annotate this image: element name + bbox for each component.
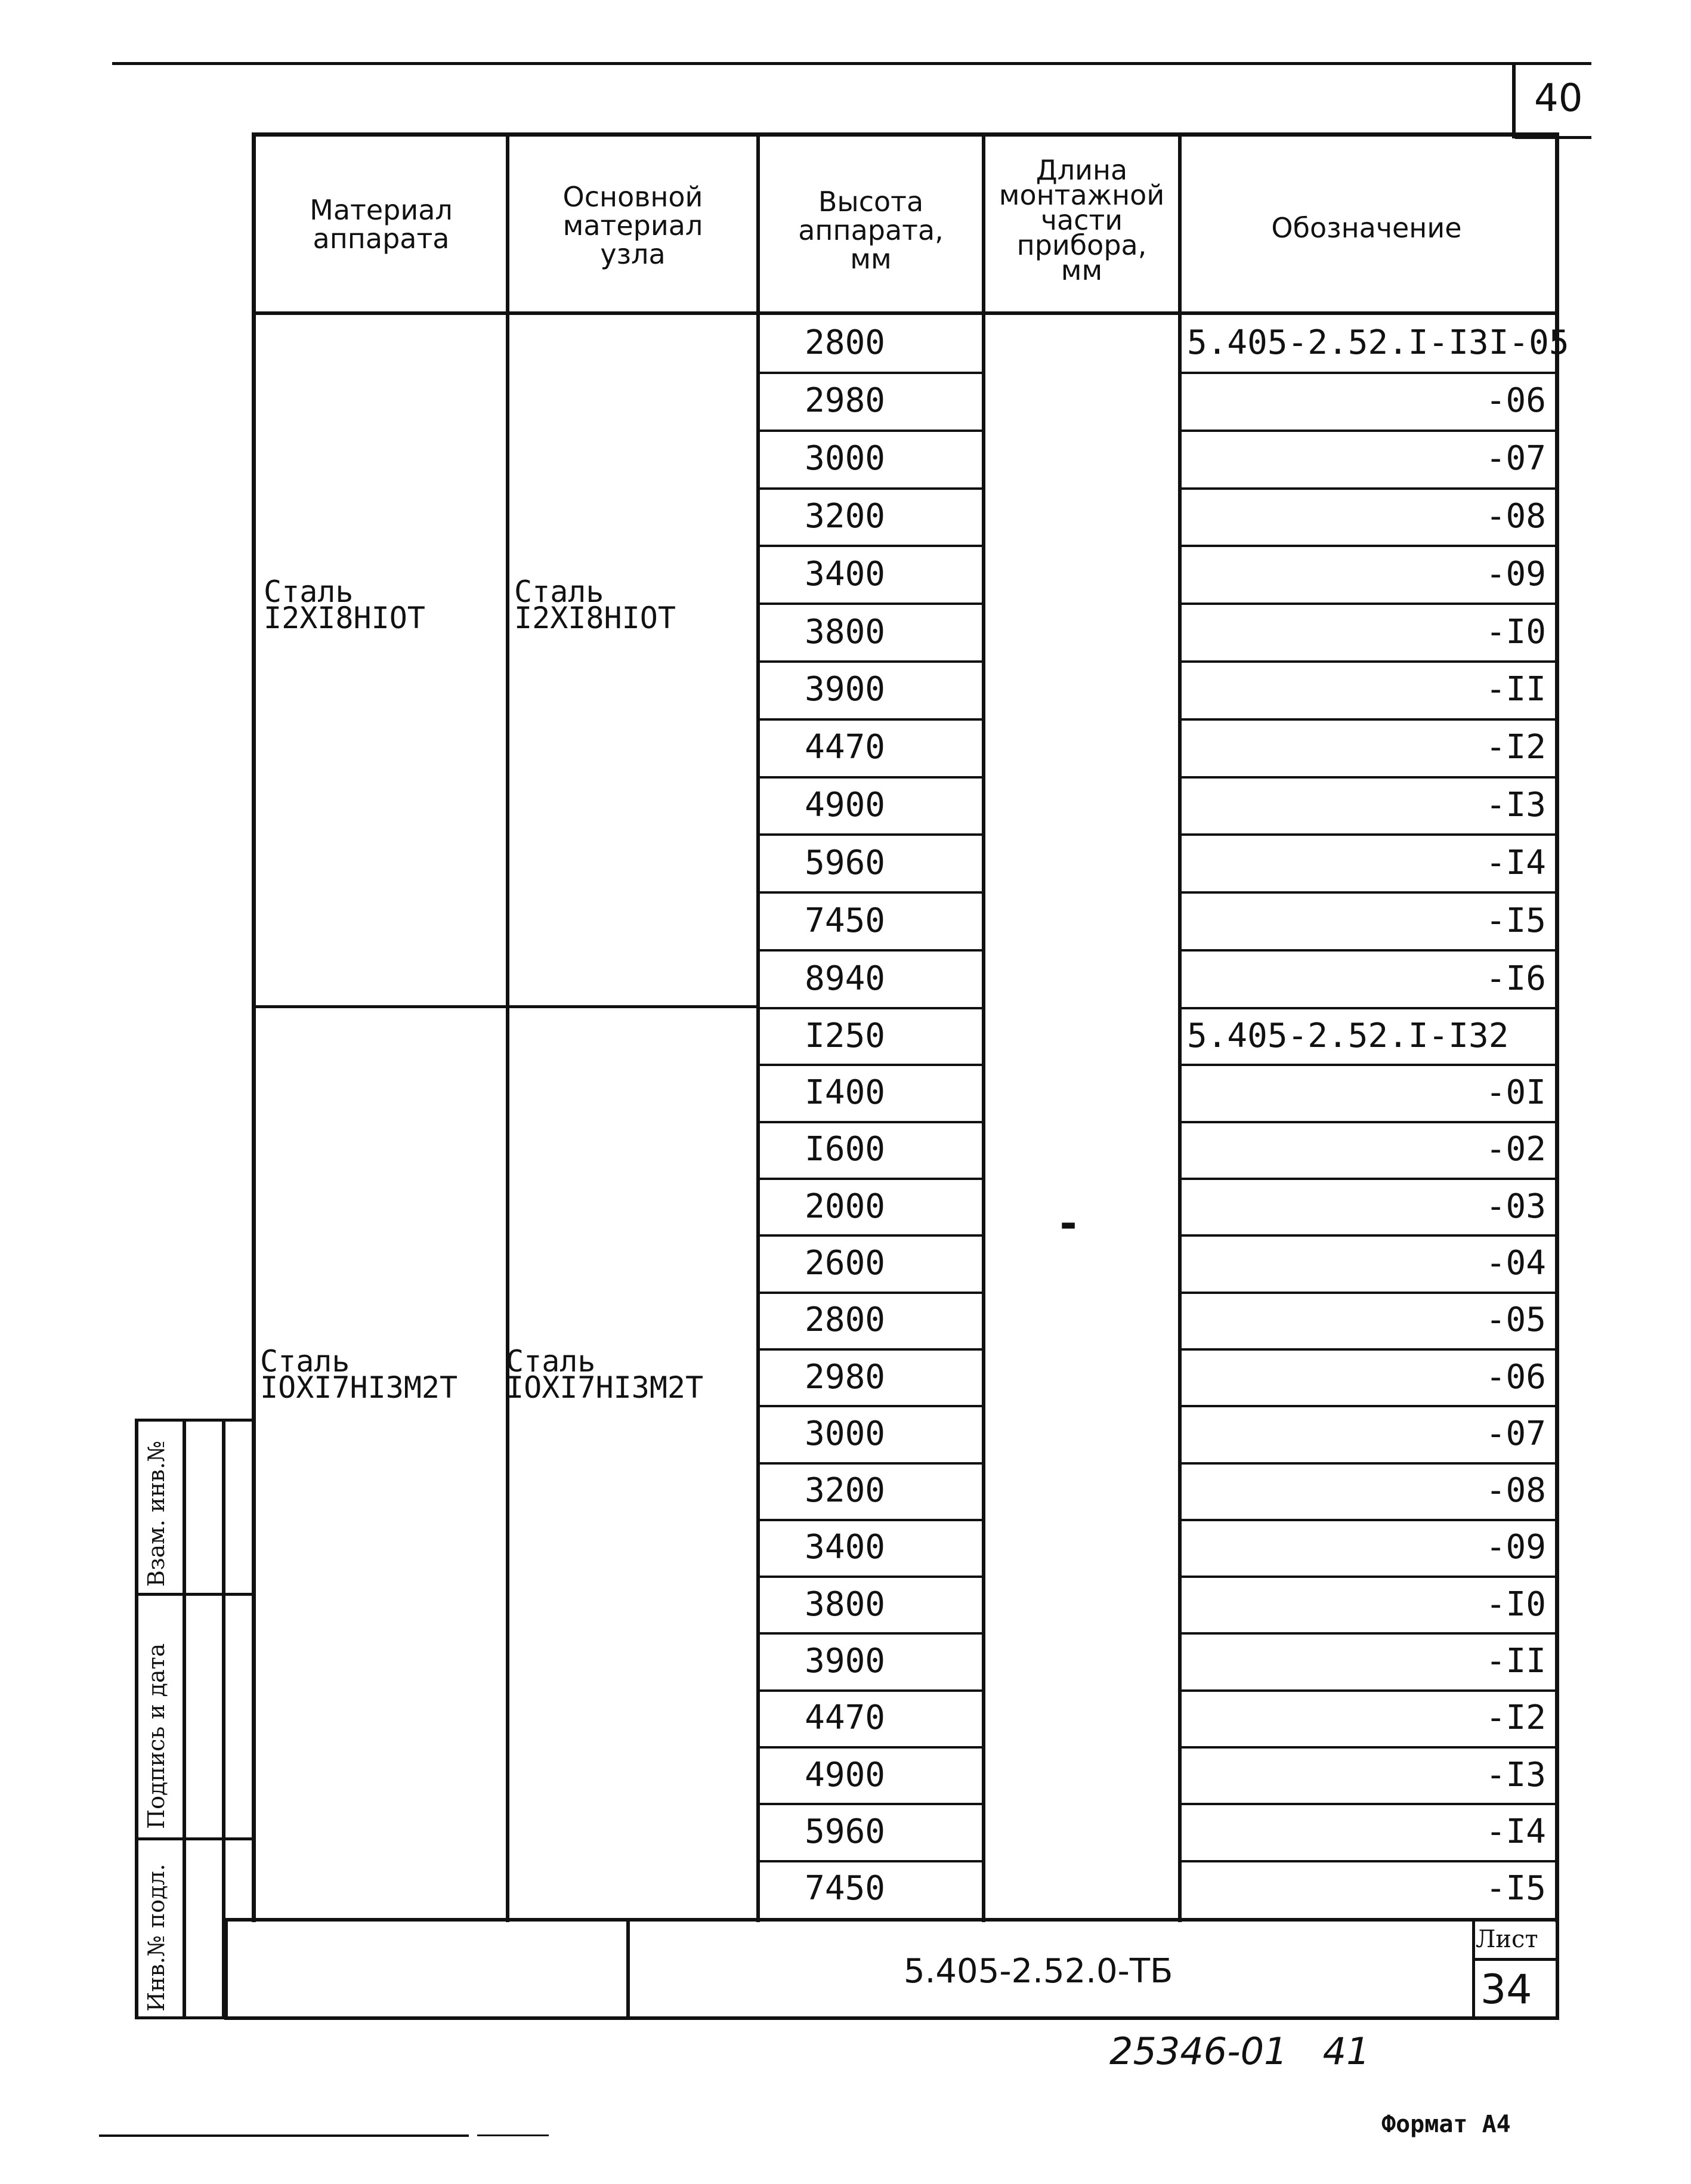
sheet-box-left — [1472, 1918, 1475, 2020]
sheet-box-mid — [1472, 1958, 1559, 1961]
designation-cell: -04 — [1485, 1244, 1546, 1283]
height-cell: 5960 — [805, 1812, 885, 1851]
designation-cell: -I0 — [1485, 613, 1546, 651]
designation-cell: 5.405-2.52.I-I32 — [1187, 1017, 1509, 1055]
height-cell: 4470 — [805, 728, 885, 767]
row-line-designation — [1180, 1405, 1556, 1407]
height-cell: 4470 — [805, 1698, 885, 1737]
row-line-designation — [1180, 1064, 1556, 1066]
height-cell: 7450 — [805, 1869, 885, 1908]
row-line-designation — [1180, 1803, 1556, 1805]
designation-cell: -03 — [1485, 1187, 1546, 1226]
row-line-designation — [1180, 372, 1556, 374]
side-stamp-sep-2 — [135, 1837, 252, 1840]
row-line-designation — [1180, 833, 1556, 836]
height-cell: 3000 — [805, 439, 885, 478]
group2-base-material: Сталь IOXI7HI3M2T — [506, 1344, 704, 1405]
header-length: Длина монтажной части прибора, мм — [998, 154, 1165, 286]
row-line-designation — [1180, 1121, 1556, 1123]
row-line-designation — [1180, 1178, 1556, 1180]
height-cell: 4900 — [805, 786, 885, 824]
height-cell: 5960 — [805, 844, 885, 882]
title-block-code: 5.405-2.52.0-ТБ — [904, 1952, 1173, 1991]
designation-cell: -07 — [1485, 1414, 1546, 1453]
designation-cell: 5.405-2.52.I-I3I-05 — [1187, 323, 1569, 362]
row-line-height — [759, 1689, 983, 1692]
row-line-height — [759, 1121, 983, 1123]
page-number-box-left — [1512, 63, 1516, 138]
page-number: 40 — [1534, 76, 1583, 121]
height-cell: 2000 — [805, 1187, 885, 1226]
row-line-height — [759, 718, 983, 721]
side-stamp-inv-orig: Инв.№ подл. — [143, 1864, 169, 2012]
height-cell: I600 — [805, 1130, 885, 1169]
designation-cell: -I3 — [1485, 1756, 1546, 1794]
row-line-height — [759, 776, 983, 779]
row-line-designation — [1180, 1746, 1556, 1749]
row-line-designation — [1180, 1632, 1556, 1635]
format-label: Формат А4 — [1381, 2111, 1511, 2138]
row-line-designation — [1180, 1462, 1556, 1465]
row-line-height — [759, 1632, 983, 1635]
row-line-height — [759, 1803, 983, 1805]
designation-cell: -06 — [1485, 1358, 1546, 1397]
designation-cell: -I2 — [1485, 1698, 1546, 1737]
side-stamp-sep-1 — [135, 1593, 252, 1596]
row-line-height — [759, 1348, 983, 1351]
height-cell: 3200 — [805, 1471, 885, 1510]
group1-material: Сталь I2XI8HIOT — [264, 574, 425, 635]
row-line-height — [759, 1292, 983, 1294]
designation-cell: -08 — [1485, 1471, 1546, 1510]
sheet-number: 34 — [1480, 1966, 1532, 2013]
row-line-designation — [1180, 1860, 1556, 1862]
header-base-material: Основной материал узла — [562, 181, 703, 270]
title-block-left — [224, 1918, 228, 2020]
designation-cell: -I5 — [1485, 901, 1546, 940]
title-block-right — [1556, 1918, 1559, 2020]
height-cell: 2600 — [805, 1244, 885, 1283]
row-line-designation — [1180, 430, 1556, 432]
height-cell: 7450 — [805, 901, 885, 940]
designation-cell: -06 — [1485, 381, 1546, 420]
bottom-rule-dash — [477, 2134, 549, 2136]
row-line-designation — [1180, 487, 1556, 490]
row-line-designation — [1180, 718, 1556, 721]
row-line-designation — [1180, 660, 1556, 663]
row-line-height — [759, 603, 983, 605]
height-cell: 8940 — [805, 959, 885, 998]
bottom-rule — [99, 2134, 469, 2137]
group1-base-material: Сталь I2XI8HIOT — [514, 574, 676, 635]
handwritten-code: 25346-01 41 — [1109, 2029, 1370, 2073]
height-cell: 2980 — [805, 381, 885, 420]
height-cell: 2980 — [805, 1358, 885, 1397]
header-bottom-line — [252, 311, 1559, 315]
row-line-height — [759, 372, 983, 374]
col-sep-1 — [506, 132, 509, 1922]
row-line-height — [759, 891, 983, 894]
designation-cell: -I0 — [1485, 1585, 1546, 1624]
row-line-designation — [1180, 545, 1556, 547]
row-line-height — [759, 1234, 983, 1237]
col-sep-3 — [982, 132, 985, 1922]
designation-cell: -08 — [1485, 497, 1546, 536]
row-line-designation — [1180, 1292, 1556, 1294]
row-line-height — [759, 660, 983, 663]
designation-cell: -02 — [1485, 1130, 1546, 1169]
row-line-designation — [1180, 1519, 1556, 1521]
height-cell: 3800 — [805, 613, 885, 651]
title-block-bottom — [224, 2016, 1559, 2020]
height-cell: 3200 — [805, 497, 885, 536]
height-cell: 3400 — [805, 555, 885, 594]
row-line-designation — [1180, 776, 1556, 779]
row-line-height — [759, 1746, 983, 1749]
group-separator — [252, 1005, 760, 1008]
height-cell: 2800 — [805, 323, 885, 362]
designation-cell: -09 — [1485, 555, 1546, 594]
height-cell: 3800 — [805, 1585, 885, 1624]
designation-cell: -09 — [1485, 1528, 1546, 1567]
row-line-designation — [1180, 1007, 1556, 1009]
row-line-designation — [1180, 1576, 1556, 1578]
row-line-height — [759, 1405, 983, 1407]
header-height: Высота аппарата, мм — [798, 186, 944, 275]
row-line-height — [759, 1519, 983, 1521]
height-cell: 4900 — [805, 1756, 885, 1794]
row-line-height — [759, 1178, 983, 1180]
group2-material: Сталь IOXI7HI3M2T — [260, 1344, 458, 1405]
row-line-height — [759, 545, 983, 547]
height-cell: 3000 — [805, 1414, 885, 1453]
height-cell: I250 — [805, 1017, 885, 1055]
height-cell: 3400 — [805, 1528, 885, 1567]
designation-cell: -0I — [1485, 1073, 1546, 1112]
title-block-sep — [626, 1918, 630, 2020]
height-cell: I400 — [805, 1073, 885, 1112]
row-line-designation — [1180, 949, 1556, 952]
header-designation: Обозначение — [1271, 212, 1462, 244]
title-block-top — [224, 1918, 1559, 1922]
side-stamp-replace-inv: Взам. инв.№ — [143, 1440, 169, 1587]
side-stamp-left — [135, 1420, 138, 2016]
designation-cell: -II — [1485, 1642, 1546, 1681]
row-line-designation — [1180, 1234, 1556, 1237]
row-line-designation — [1180, 891, 1556, 894]
designation-cell: -I5 — [1485, 1869, 1546, 1908]
sheet-label: Лист — [1476, 1926, 1538, 1953]
row-line-height — [759, 949, 983, 952]
side-stamp-mid — [183, 1420, 186, 2016]
col-sep-4 — [1178, 132, 1182, 1922]
row-line-designation — [1180, 1689, 1556, 1692]
designation-cell: -05 — [1485, 1300, 1546, 1339]
height-cell: 2800 — [805, 1300, 885, 1339]
row-line-designation — [1180, 603, 1556, 605]
designation-cell: -II — [1485, 670, 1546, 709]
designation-cell: -I6 — [1485, 959, 1546, 998]
row-line-height — [759, 487, 983, 490]
height-cell: 3900 — [805, 670, 885, 709]
header-material: Материал аппарата — [310, 194, 453, 255]
height-cell: 3900 — [805, 1642, 885, 1681]
row-line-height — [759, 1064, 983, 1066]
designation-cell: -I4 — [1485, 844, 1546, 882]
designation-cell: -I3 — [1485, 786, 1546, 824]
row-line-height — [759, 1576, 983, 1578]
row-line-height — [759, 833, 983, 836]
row-line-designation — [1180, 1348, 1556, 1351]
length-value: - — [1056, 1199, 1081, 1248]
row-line-height — [759, 1462, 983, 1465]
side-stamp-sign-date: Подпись и дата — [143, 1643, 169, 1829]
designation-cell: -I4 — [1485, 1812, 1546, 1851]
designation-cell: -07 — [1485, 439, 1546, 478]
side-stamp-top — [135, 1419, 252, 1422]
designation-cell: -I2 — [1485, 728, 1546, 767]
row-line-height — [759, 430, 983, 432]
row-line-height — [759, 1860, 983, 1862]
row-line-height — [759, 1007, 983, 1009]
top-rule — [112, 62, 1591, 65]
